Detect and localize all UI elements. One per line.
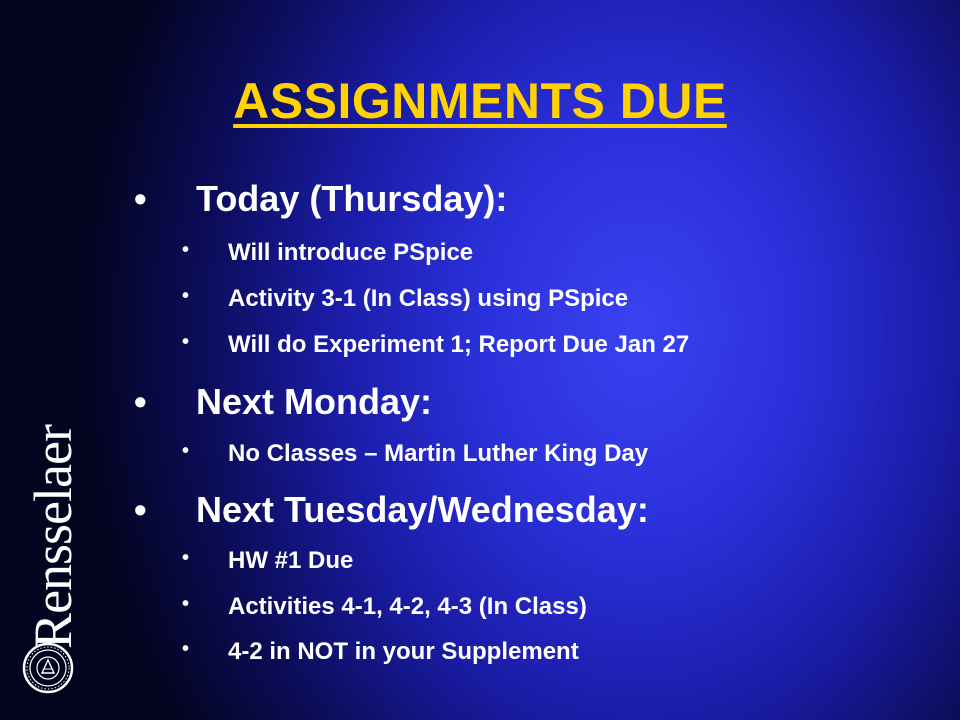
- list-item: [182, 239, 474, 267]
- bullet-icon: •: [182, 547, 190, 569]
- list-item: [182, 638, 579, 666]
- list-item-text: HW #1 Due: [228, 547, 354, 574]
- bullet-icon: •: [182, 285, 190, 307]
- section-heading-today: [134, 178, 508, 220]
- bullet-icon: •: [182, 239, 190, 261]
- slide-title-text: ASSIGNMENTS DUE: [233, 73, 727, 129]
- rensselaer-wordmark: [18, 425, 88, 649]
- list-item: [182, 547, 354, 575]
- bullet-icon: •: [182, 638, 190, 660]
- bullet-icon: •: [134, 381, 147, 422]
- wordmark-text: Rensselaer: [23, 425, 83, 649]
- section-heading-text: Today (Thursday):: [196, 178, 508, 219]
- list-item: [182, 331, 690, 359]
- bullet-icon: •: [182, 593, 190, 615]
- list-item-text: Will introduce PSpice: [228, 239, 474, 266]
- section-heading-monday: [134, 381, 433, 423]
- list-item: [182, 440, 649, 468]
- list-item-text: Will do Experiment 1; Report Due Jan 27: [228, 331, 690, 358]
- list-item-text: Activity 3-1 (In Class) using PSpice: [228, 285, 629, 312]
- rensselaer-logo: [14, 425, 84, 712]
- list-item: [182, 593, 587, 621]
- institute-seal-icon: [22, 642, 74, 694]
- bullet-icon: •: [134, 489, 147, 530]
- section-heading-text: Next Monday:: [196, 381, 433, 422]
- bullet-icon: •: [182, 331, 190, 353]
- bullet-icon: •: [182, 440, 190, 462]
- list-item-text: 4-2 in NOT in your Supplement: [228, 638, 579, 665]
- list-item: [182, 285, 629, 313]
- list-item-text: Activities 4-1, 4-2, 4-3 (In Class): [228, 593, 587, 620]
- list-item-text: No Classes – Martin Luther King Day: [228, 440, 649, 467]
- section-heading-tuesday-wednesday: [134, 489, 649, 531]
- bullet-icon: •: [134, 178, 147, 219]
- section-heading-text: Next Tuesday/Wednesday:: [196, 489, 649, 530]
